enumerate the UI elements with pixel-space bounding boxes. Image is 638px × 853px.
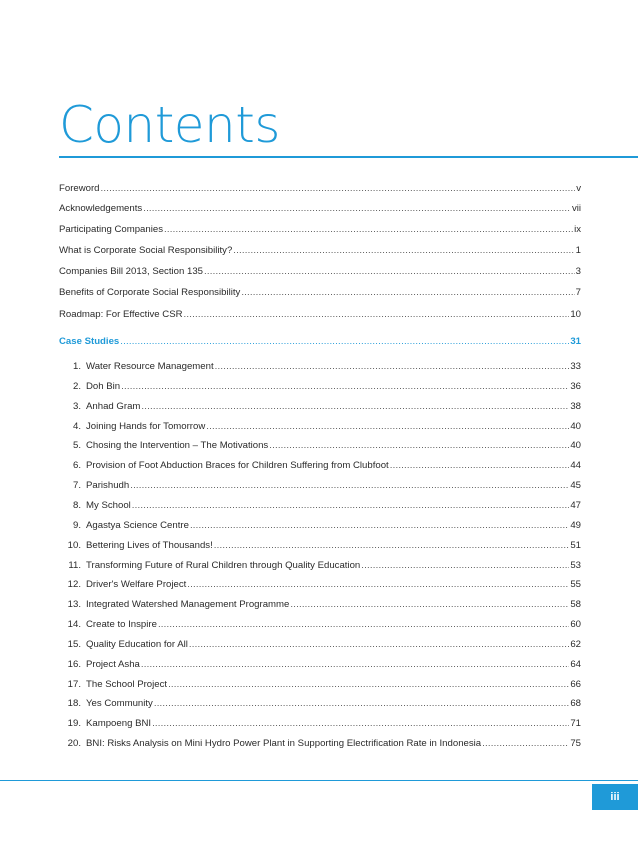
- dot-leader: [233, 245, 574, 257]
- page-title: Contents: [59, 96, 280, 154]
- toc-entry-number: 9.: [72, 520, 81, 531]
- dot-leader: [152, 718, 569, 730]
- toc-entry-label: What is Corporate Social Responsibility?: [59, 245, 233, 256]
- toc-entry-number: 3.: [72, 401, 81, 412]
- toc-entry-page: 36: [570, 381, 581, 392]
- toc-entry-label: Benefits of Corporate Social Responsibility: [59, 287, 241, 298]
- toc-entry-page: 64: [570, 659, 581, 670]
- toc-entry-label: Anhad Gram: [86, 401, 141, 412]
- toc-entry-label: Project Asha: [86, 659, 140, 670]
- dot-leader: [168, 679, 569, 691]
- toc-case-study-entry[interactable]: [59, 639, 581, 651]
- toc-entry-page: 38: [570, 401, 581, 412]
- dot-leader: [290, 599, 569, 611]
- toc-entry-label: Acknowledgements: [59, 203, 143, 214]
- toc-entry-label: Roadmap: For Effective CSR: [59, 309, 183, 320]
- toc-case-study-entry[interactable]: [59, 718, 581, 730]
- toc-entry-page: 71: [570, 718, 581, 729]
- toc-entry-label: Participating Companies: [59, 224, 163, 235]
- toc-entry-label: Kampoeng BNI: [86, 718, 152, 729]
- toc-entry-label: Water Resource Management: [86, 361, 214, 372]
- toc-entry-page: 31: [570, 336, 581, 347]
- toc-entry-page: 75: [570, 738, 581, 749]
- toc-entry-label: Create to Inspire: [86, 619, 157, 630]
- toc-entry-label: The School Project: [86, 679, 168, 690]
- dot-leader: [141, 401, 569, 413]
- toc-entry-page: v: [576, 183, 581, 194]
- toc-case-study-entry[interactable]: [59, 361, 581, 373]
- toc-entry-label: Yes Community: [86, 698, 153, 709]
- toc-case-study-entry[interactable]: [59, 579, 581, 591]
- dot-leader: [143, 203, 571, 215]
- toc-entry-number: 5.: [72, 440, 81, 451]
- dot-leader: [121, 381, 569, 393]
- toc-entry-page: 40: [570, 440, 581, 451]
- dot-leader: [189, 639, 569, 651]
- toc-entry-label: Foreword: [59, 183, 100, 194]
- toc-entry-page: 53: [570, 560, 581, 571]
- toc-entry-number: 19.: [67, 718, 81, 729]
- toc-case-study-entry[interactable]: [59, 520, 581, 532]
- toc-entry-page: 51: [570, 540, 581, 551]
- toc-entry-number: 7.: [72, 480, 81, 491]
- dot-leader: [269, 440, 569, 452]
- toc-entry-number: 4.: [72, 421, 81, 432]
- dot-leader: [132, 500, 570, 512]
- dot-leader: [154, 698, 570, 710]
- toc-entry-label: Transforming Future of Rural Children through Quality Education: [86, 560, 361, 571]
- toc-entry-page: 68: [570, 698, 581, 709]
- toc-case-study-entry[interactable]: [59, 599, 581, 611]
- footer-divider: [0, 780, 638, 781]
- dot-leader: [187, 579, 569, 591]
- toc-entry-page: 7: [575, 287, 581, 298]
- toc-entry-number: 2.: [72, 381, 81, 392]
- title-divider: [59, 156, 638, 158]
- toc-case-study-entry[interactable]: [59, 659, 581, 671]
- toc-entry[interactable]: [59, 266, 581, 278]
- toc-entry-number: 10.: [67, 540, 81, 551]
- toc-entry-label: Chosing the Intervention – The Motivations: [86, 440, 269, 451]
- dot-leader: [190, 520, 569, 532]
- toc-case-study-entry[interactable]: [59, 480, 581, 492]
- toc-entry[interactable]: [59, 203, 581, 215]
- toc-case-study-entry[interactable]: [59, 738, 581, 750]
- toc-entry-label: My School: [86, 500, 131, 511]
- dot-leader: [361, 560, 569, 572]
- dot-leader: [390, 460, 570, 472]
- toc-entry-page: 1: [575, 245, 581, 256]
- toc-entry-page: 33: [570, 361, 581, 372]
- toc-case-study-entry[interactable]: [59, 560, 581, 572]
- toc-case-study-entry[interactable]: [59, 698, 581, 710]
- dot-leader: [141, 659, 569, 671]
- toc-entry-number: 1.: [72, 361, 81, 372]
- toc-case-study-entry[interactable]: [59, 460, 581, 472]
- toc-entry-page: 3: [575, 266, 581, 277]
- toc-entry-label: Parishudh: [86, 480, 130, 491]
- dot-leader: [184, 309, 570, 321]
- toc-case-study-entry[interactable]: [59, 500, 581, 512]
- toc-case-study-entry[interactable]: [59, 421, 581, 433]
- toc-entry-page: 47: [570, 500, 581, 511]
- toc-entry-label: Case Studies: [59, 336, 120, 347]
- toc-entry-label: Joining Hands for Tomorrow: [86, 421, 206, 432]
- dot-leader: [482, 738, 569, 750]
- toc-entry[interactable]: [59, 309, 581, 321]
- toc-entry-label: BNI: Risks Analysis on Mini Hydro Power Plant in Supporting Electrification Rate in Indonesia: [86, 738, 482, 749]
- dot-leader: [101, 183, 576, 195]
- dot-leader: [215, 361, 570, 373]
- dot-leader: [241, 287, 574, 299]
- toc-entry-page: 60: [570, 619, 581, 630]
- toc-entry-page: 66: [570, 679, 581, 690]
- dot-leader: [158, 619, 569, 631]
- toc-entry-number: 14.: [67, 619, 81, 630]
- toc-case-study-entry[interactable]: [59, 619, 581, 631]
- toc-section-heading[interactable]: [59, 336, 581, 348]
- toc-entry-number: 17.: [67, 679, 81, 690]
- toc-entry-label: Agastya Science Centre: [86, 520, 189, 531]
- toc-entry-page: 40: [570, 421, 581, 432]
- toc-case-study-entry[interactable]: [59, 401, 581, 413]
- toc-entry-label: Integrated Watershed Management Programme: [86, 599, 290, 610]
- toc-entry-label: Driver's Welfare Project: [86, 579, 187, 590]
- toc-entry-page: vii: [571, 203, 581, 214]
- toc-entry-number: 20.: [67, 738, 81, 749]
- toc-entry-page: 45: [570, 480, 581, 491]
- toc-entry-label: Companies Bill 2013, Section 135: [59, 266, 203, 277]
- toc-entry-page: 62: [570, 639, 581, 650]
- toc-entry-number: 13.: [67, 599, 81, 610]
- toc-entry[interactable]: [59, 183, 581, 195]
- dot-leader: [206, 421, 569, 433]
- toc-entry-page: 44: [570, 460, 581, 471]
- toc-entry-page: 58: [570, 599, 581, 610]
- toc-entry-number: 18.: [67, 698, 81, 709]
- dot-leader: [164, 224, 573, 236]
- toc-entry-page: 49: [570, 520, 581, 531]
- dot-leader: [120, 336, 569, 348]
- toc-entry-number: 6.: [72, 460, 81, 471]
- dot-leader: [204, 266, 575, 278]
- toc-case-study-entry[interactable]: [59, 540, 581, 552]
- toc-entry[interactable]: [59, 224, 581, 236]
- toc-entry-page: 55: [570, 579, 581, 590]
- toc-entry[interactable]: [59, 245, 581, 257]
- toc-entry-label: Bettering Lives of Thousands!: [86, 540, 213, 551]
- toc-entry-number: 11.: [68, 560, 81, 571]
- toc-case-study-entry[interactable]: [59, 381, 581, 393]
- toc-entry-label: Quality Education for All: [86, 639, 188, 650]
- toc-entry-label: Provision of Foot Abduction Braces for Children Suffering from Clubfoot: [86, 460, 389, 471]
- toc-entry-number: 12.: [67, 579, 81, 590]
- toc-entry-label: Doh Bin: [86, 381, 121, 392]
- page-number-tab: iii: [592, 784, 638, 810]
- dot-leader: [130, 480, 569, 492]
- toc-entry-page: ix: [574, 224, 581, 235]
- toc-entry[interactable]: [59, 287, 581, 299]
- toc-entry-number: 16.: [67, 659, 81, 670]
- toc-case-study-entry[interactable]: [59, 679, 581, 691]
- toc-entry-number: 15.: [67, 639, 81, 650]
- dot-leader: [214, 540, 570, 552]
- toc-entry-number: 8.: [72, 500, 81, 511]
- toc-entry-page: 10: [570, 309, 581, 320]
- toc-case-study-entry[interactable]: [59, 440, 581, 452]
